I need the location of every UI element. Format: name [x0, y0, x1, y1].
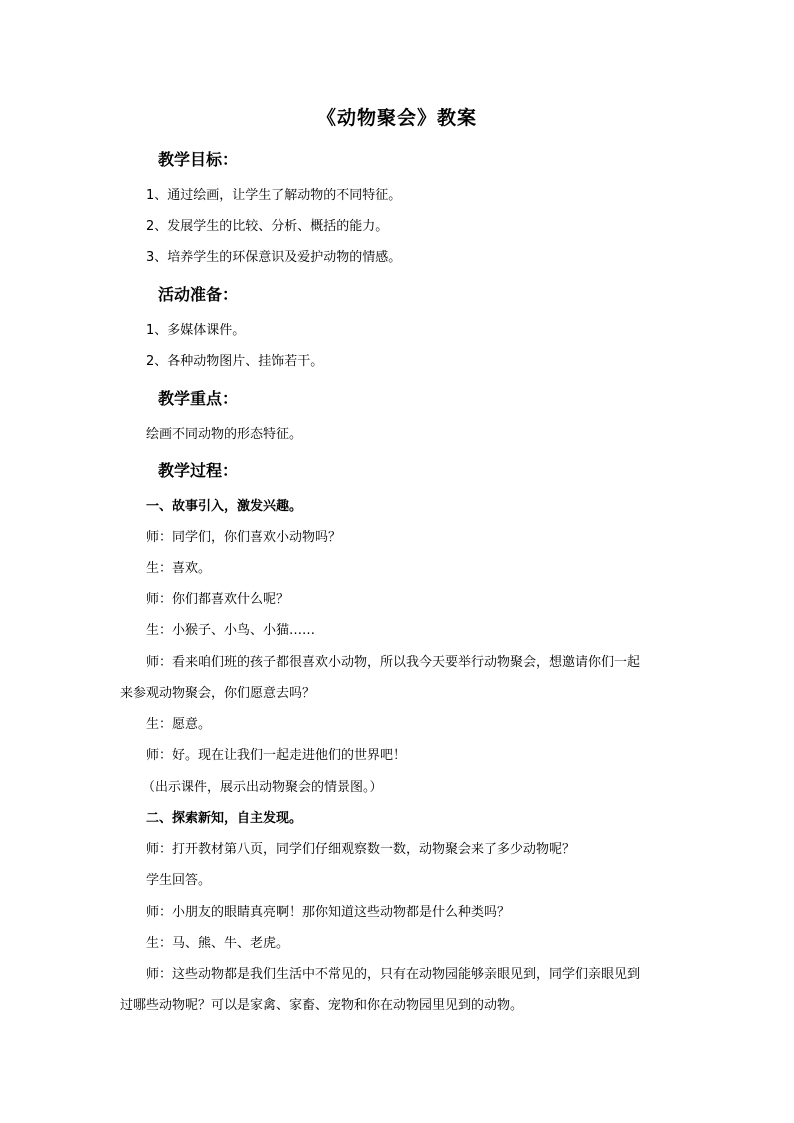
heading-process: 教学过程： — [158, 461, 239, 480]
prep-item-2: 2、各种动物图片、挂饰若干。 — [146, 354, 324, 369]
dialogue-line: 生：愿意。 — [146, 717, 212, 732]
dialogue-line: 生：喜欢。 — [146, 561, 212, 576]
dialogue-line: 师：同学们，你们喜欢小动物吗？ — [146, 530, 342, 545]
dialogue-paragraph-line1: 师：看来咱们班的孩子都很喜欢小动物，所以我今天要举行动物聚会，想邀请你们一起 — [146, 655, 641, 670]
heading-focus: 教学重点： — [158, 389, 239, 408]
prep-item-1: 1、多媒体课件。 — [146, 323, 246, 338]
dialogue-paragraph-line2: 来参观动物聚会，你们愿意去吗？ — [120, 686, 316, 701]
goal-item-1: 1、通过绘画，让学生了解动物的不同特征。 — [146, 188, 402, 203]
focus-text: 绘画不同动物的形态特征。 — [146, 427, 303, 442]
dialogue-line: 师：你们都喜欢什么呢？ — [146, 592, 290, 607]
goal-item-3: 3、培养学生的环保意识及爱护动物的情感。 — [146, 250, 402, 265]
heading-goals: 教学目标： — [158, 150, 239, 169]
dialogue-line: 师：好。现在让我们一起走进他们的世界吧！ — [146, 748, 407, 763]
dialogue-line: 生：马、熊、牛、老虎。 — [146, 936, 290, 951]
section-1-heading: 一、故事引入，激发兴趣。 — [146, 499, 303, 514]
dialogue-note: （出示课件，展示出动物聚会的情景图。） — [142, 780, 383, 795]
dialogue-line: 师：小朋友的眼睛真亮啊！那你知道这些动物都是什么种类吗？ — [146, 905, 511, 920]
heading-prep: 活动准备： — [158, 285, 239, 304]
dialogue-line: 学生回答。 — [146, 873, 212, 888]
dialogue-line: 生：小猴子、小鸟、小猫…… — [146, 623, 316, 638]
document-title: 《动物聚会》教案 — [316, 107, 477, 129]
section-2-heading: 二、探索新知，自主发现。 — [146, 811, 303, 826]
dialogue-paragraph-line1: 师：这些动物都是我们生活中不常见的，只有在动物园能够亲眼见到，同学们亲眼见到 — [146, 967, 641, 982]
dialogue-line: 师：打开教材第八页，同学们仔细观察数一数，动物聚会来了多少动物呢？ — [146, 842, 576, 857]
dialogue-paragraph-line2: 过哪些动物呢？可以是家禽、家畜、宠物和你在动物园里见到的动物。 — [120, 998, 524, 1013]
goal-item-2: 2、发展学生的比较、分析、概括的能力。 — [146, 219, 389, 234]
